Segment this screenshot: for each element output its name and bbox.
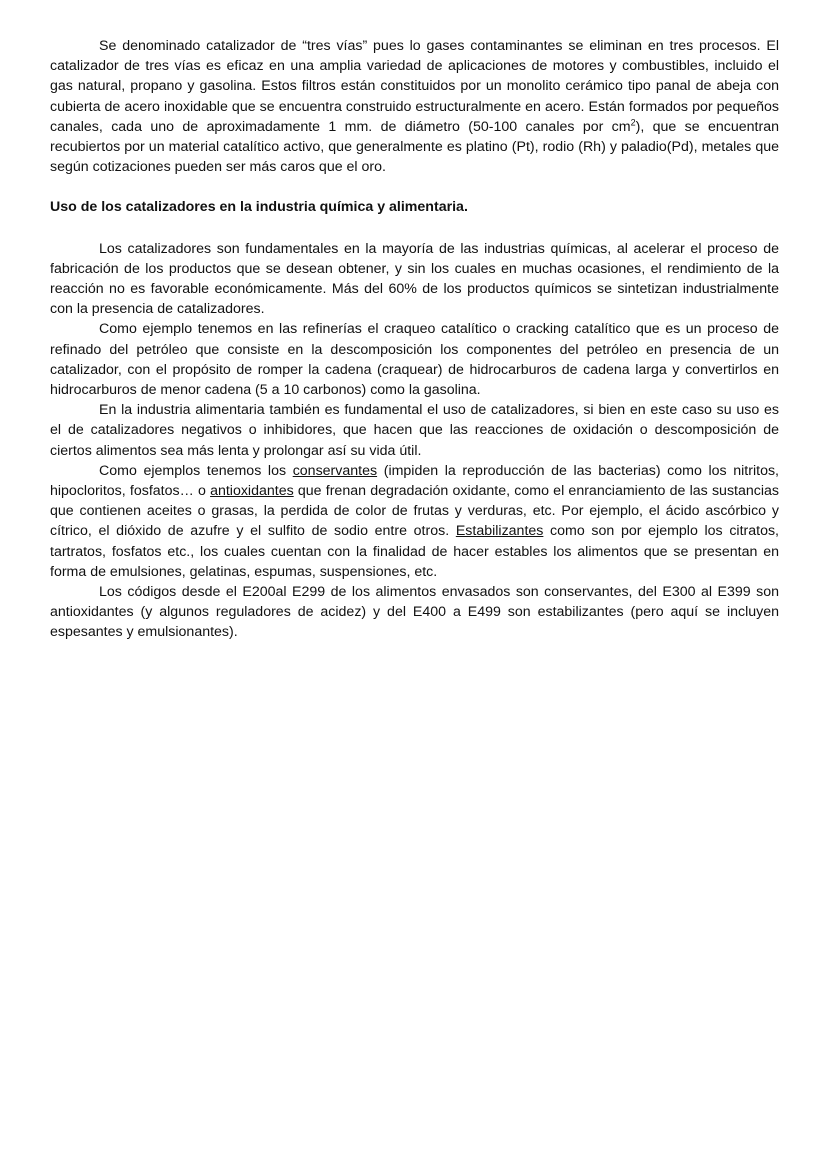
paragraph-codigos-e: Los códigos desde el E200al E299 de los alimentos envasados son conservantes, del E300 al E399 son antioxidantes (y algunos reguladores de acidez) y del E400 a E499 son estabilizantes (pero aquí se incluyen espesantes y emulsionantes). [50, 584, 779, 641]
paragraph-industria-alimentaria: En la industria alimentaria también es fundamental el uso de catalizadores, si bien en este caso su uso es el de catalizadores negativos o inhibidores, que hacen que las reacciones de oxidación o descomposición de ciertos alimentos sea más lenta y prolongar así su vida útil. [50, 402, 779, 459]
underlined-term-antioxidantes: antioxidantes [210, 483, 294, 500]
paragraph-text: Se denominado catalizador de “tres vías” pues lo gases contaminantes se eliminan en tres procesos. El catalizador de tres vías es eficaz en una amplia variedad de aplicaciones de motores y combustibles, incluido el gas natural, propano y gasolina. Estos filtros están constituidos por un monolito cerámico tipo panal de abeja con cubierta de acero inoxidable que se encuentra construido estructuralmente en acero. Están formados por pequeños canales, cada uno de aproximadamente 1 mm. de diámetro (50-100 canales por cm [50, 38, 779, 135]
paragraph-text: (impiden la reproducción de las bacterias) como los nitritos, hipocloritos, fosfatos… o [50, 462, 779, 500]
underlined-term-estabilizantes: Estabilizantes [455, 523, 544, 540]
paragraph-text: como son por ejemplo los citratos, tartratos, fosfatos etc., los cuales cuentan con la finalidad de hacer estables los alimentos que se presentan en forma de emulsiones, gelatinas, espumas, suspensiones, etc. [50, 523, 779, 580]
paragraph-craqueo-catalitico: Como ejemplo tenemos en las refinerías el craqueo catalítico o cracking catalítico que es un proceso de refinado del petróleo que consiste en la descomposición los componentes del petróleo en presencia de un catalizador, con el propósito de romper la cadena (craquear) de hidrocarburos de cadena larga y convertirlos en hidrocarburos de menor cadena (5 a 10 carbonos) como la gasolina. [50, 321, 779, 399]
paragraph-text: Como ejemplos tenemos los [99, 462, 293, 479]
section-heading: Uso de los catalizadores en la industria química y alimentaria. [50, 199, 468, 216]
document-page [50, 36, 779, 643]
paragraph-catalizador-tres-vias [50, 36, 779, 177]
paragraph-ejemplos-aditivos [50, 461, 779, 582]
paragraph-text: que frenan degradación oxidante, como el enranciamiento de las sustancias que contienen aceites o grasas, la perdida de color de frutas y verduras, etc. Por ejemplo, el ácido ascórbico y cítrico, el dióxido de azufre y el sulfito de sodio entre otros. [50, 483, 779, 540]
superscript-2: 2 [630, 117, 636, 128]
underlined-term-conservantes: conservantes [292, 462, 378, 479]
paragraph-industrias-quimicas: Los catalizadores son fundamentales en la mayoría de las industrias químicas, al acelerar el proceso de fabricación de los productos que se desean obtener, y sin los cuales en muchas ocasiones, el rendimiento de la reacción no es favorable económicamente. Más del 60% de los productos químicos se sintetizan industrialmente con la presencia de catalizadores. [50, 240, 779, 318]
paragraph-text: ), que se encuentran recubiertos por un material catalítico activo, que generalmente es platino (Pt), rodio (Rh) y paladio(Pd), metales que según cotizaciones pueden ser más caros que el oro. [50, 118, 779, 176]
